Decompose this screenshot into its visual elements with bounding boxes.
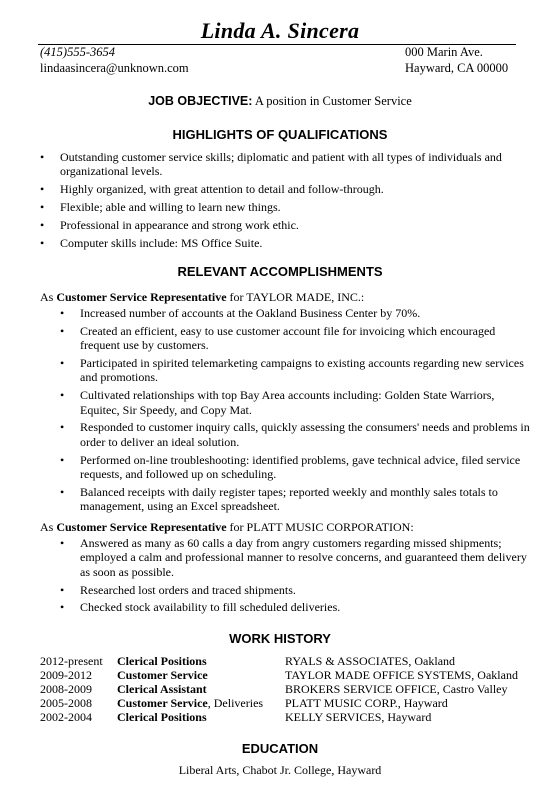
list-item-text: Performed on-line troubleshooting: identified problems, gave technical advice, filed service requests, and followed up on scheduling. — [80, 452, 521, 482]
list-item-text: Highly organized, with great attention to detail and follow-through. — [60, 182, 384, 197]
list-item-text: Computer skills include: MS Office Suite. — [60, 235, 263, 250]
work-company: KELLY SERVICES, Hayward — [285, 710, 432, 724]
list-item — [60, 536, 530, 579]
work-position — [117, 682, 207, 696]
work-position — [117, 654, 207, 668]
work-history-table — [40, 654, 540, 724]
list-item — [60, 453, 530, 482]
role-prefix: As — [40, 290, 54, 304]
address-line-1: 000 Marin Ave. — [405, 45, 483, 59]
bullet-icon: • — [60, 484, 65, 499]
list-item-text: Professional in appearance and strong work ethic. — [60, 217, 299, 232]
work-history-heading: WORK HISTORY — [229, 631, 331, 646]
contact-left — [40, 44, 189, 76]
accomplishments-list — [60, 536, 530, 618]
work-years: 2005-2008 — [40, 696, 92, 710]
work-years: 2009-2012 — [40, 668, 92, 682]
list-item — [60, 356, 530, 385]
position-title: Clerical Positions — [117, 654, 207, 668]
bullet-icon: • — [40, 200, 45, 214]
table-row — [40, 710, 540, 724]
bullet-icon: • — [60, 323, 65, 338]
bullet-icon: • — [40, 217, 45, 232]
list-item — [60, 583, 530, 597]
work-company: PLATT MUSIC CORP., Hayward — [285, 696, 448, 710]
list-item — [60, 420, 530, 449]
bullet-icon: • — [60, 600, 65, 615]
table-row — [40, 696, 540, 710]
list-item-text: Researched lost orders and traced shipments. — [80, 582, 296, 597]
list-item-text: Checked stock availability to fill scheduled deliveries. — [80, 600, 341, 615]
role-line — [40, 290, 364, 304]
bullet-icon: • — [60, 536, 65, 550]
position-title: Customer Service — [117, 668, 208, 682]
list-item — [40, 236, 510, 250]
list-item — [40, 150, 510, 179]
work-position — [117, 696, 263, 710]
list-item-text: Responded to customer inquiry calls, quickly assessing the consumers' needs and problems in order to deliver an ideal solution. — [80, 420, 530, 449]
list-item-text: Increased number of accounts at the Oakland Business Center by 70%. — [80, 306, 421, 320]
bullet-icon: • — [60, 452, 65, 467]
work-years: 2002-2004 — [40, 710, 92, 724]
list-item-text: Outstanding customer service skills; diplomatic and patient with all types of individuals and organizational levels. — [60, 150, 502, 179]
list-item — [40, 218, 510, 232]
bullet-icon: • — [40, 150, 45, 164]
objective-label: JOB OBJECTIVE: — [148, 94, 253, 108]
bullet-icon: • — [60, 388, 65, 403]
list-item — [60, 306, 530, 320]
list-item-text: Participated in spirited telemarketing campaigns to existing accounts regarding new services and promotions. — [80, 356, 524, 385]
bullet-icon: • — [60, 356, 65, 370]
candidate-name: Linda A. Sincera — [200, 18, 360, 43]
phone-number: (415)555-3654 — [40, 45, 115, 59]
education-text: Liberal Arts, Chabot Jr. College, Hayward — [178, 763, 382, 777]
list-item — [60, 485, 530, 514]
table-row — [40, 654, 540, 668]
table-row — [40, 668, 540, 682]
contact-right — [405, 44, 508, 76]
position-extra: , Deliveries — [207, 696, 264, 710]
position-title: Clerical Assistant — [117, 682, 207, 696]
role-title: Customer Service Representative — [56, 290, 227, 304]
address-line-2: Hayward, CA 00000 — [405, 61, 509, 75]
role-prefix: As — [40, 520, 54, 534]
list-item — [40, 182, 510, 196]
education-heading: EDUCATION — [241, 741, 319, 756]
work-years: 2008-2009 — [40, 682, 92, 696]
work-company: RYALS & ASSOCIATES, Oakland — [285, 654, 456, 668]
list-item-text: Balanced receipts with daily register tapes; reported weekly and monthly sales totals to management, using an Excel spreadsheet. — [80, 484, 498, 514]
list-item-text: Answered as many as 60 calls a day from angry customers regarding missed shipments; employed a calm and professional manner to resolve concerns, and guaranteed them delivery as soon as possible. — [80, 536, 527, 579]
list-item — [60, 600, 530, 614]
work-company: TAYLOR MADE OFFICE SYSTEMS, Oakland — [285, 668, 518, 682]
accomplishments-list — [60, 306, 530, 517]
list-item-text: Flexible; able and willing to learn new things. — [60, 200, 281, 214]
table-row — [40, 682, 540, 696]
bullet-icon: • — [40, 235, 45, 250]
accomplishments-heading: RELEVANT ACCOMPLISHMENTS — [177, 264, 383, 279]
highlights-heading: HIGHLIGHTS OF QUALIFICATIONS — [172, 127, 388, 142]
list-item-text: Created an efficient, easy to use customer account file for invoicing which encouraged frequent use by customers. — [80, 323, 496, 353]
work-years: 2012-present — [40, 654, 103, 668]
bullet-icon: • — [60, 420, 65, 435]
list-item — [40, 200, 510, 214]
list-item — [60, 324, 530, 353]
role-employer: for TAYLOR MADE, INC.: — [229, 290, 365, 304]
work-position — [117, 668, 208, 682]
position-title: Customer Service — [117, 696, 208, 710]
list-item — [60, 388, 530, 417]
role-line — [40, 520, 414, 534]
position-title: Clerical Positions — [117, 710, 207, 724]
bullet-icon: • — [60, 582, 65, 597]
work-company: BROKERS SERVICE OFFICE, Castro Valley — [285, 682, 508, 696]
email-address: lindaasincera@unknown.com — [40, 61, 189, 75]
bullet-icon: • — [40, 182, 45, 197]
highlights-list — [40, 150, 510, 253]
list-item-text: Cultivated relationships with top Bay Area accounts including: Golden State Warriors, Equitec, Sir Speedy, and Copy Mat. — [80, 388, 495, 417]
role-employer: for PLATT MUSIC CORPORATION: — [229, 520, 414, 534]
work-position — [117, 710, 207, 724]
role-title: Customer Service Representative — [56, 520, 227, 534]
job-objective — [0, 94, 560, 109]
objective-text: A position in Customer Service — [254, 94, 412, 108]
bullet-icon: • — [60, 306, 65, 320]
